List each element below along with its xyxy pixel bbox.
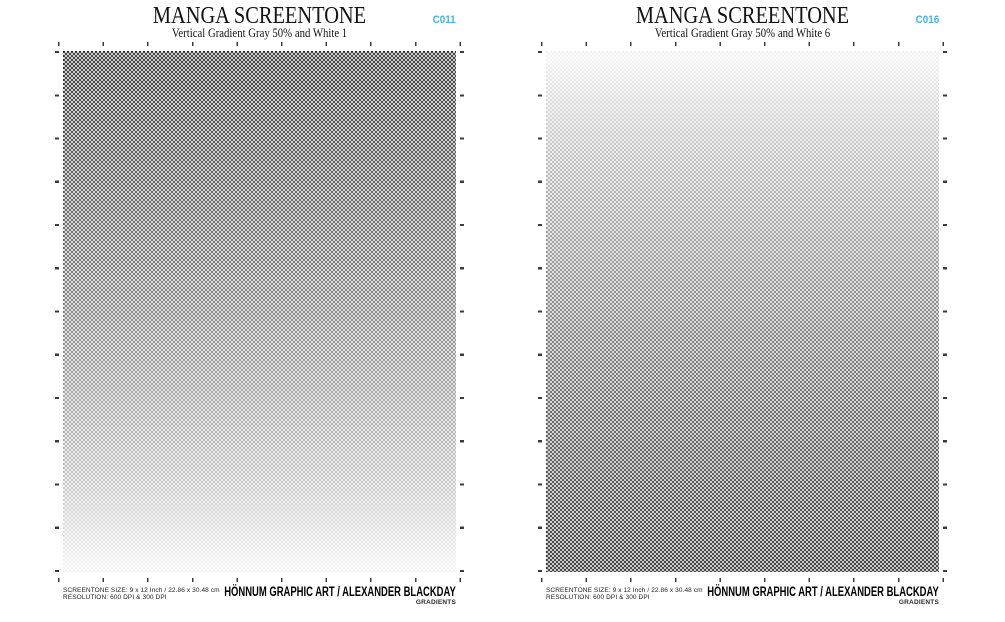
spec-size-line: SCREENTONE SIZE: 9 x 12 Inch / 22.86 x 30.48 cm [63,587,220,594]
screentone-panel-right [546,0,939,622]
collection-label: GRADIENTS [898,599,939,606]
panel-subtitle: Vertical Gradient Gray 50% and White 1 [171,26,348,40]
ruler-ticks-top [541,42,944,46]
halftone-gradient [546,51,939,572]
ruler-ticks-bottom [541,578,944,582]
screentone-panel-left [63,0,456,622]
tone-code: C011 [432,14,456,26]
spec-resolution-line: RESOLUTION: 600 DPI & 300 DPI [63,594,167,601]
ruler-ticks-right [943,51,947,572]
ruler-ticks-right [460,51,464,572]
spec-size-line: SCREENTONE SIZE: 9 x 12 Inch / 22.86 x 30.48 cm [546,587,703,594]
studio-brand: HÖNNUM GRAPHIC ART / ALEXANDER BLACKDAY [224,584,456,599]
panel-title: MANGA SCREENTONE [635,3,850,29]
panel-subtitle: Vertical Gradient Gray 50% and White 6 [654,26,831,40]
spec-resolution-line: RESOLUTION: 600 DPI & 300 DPI [546,594,650,601]
spec-block [63,587,220,601]
screentone-swatch [63,51,456,572]
screentone-swatch [546,51,939,572]
ruler-ticks-top [58,42,461,46]
panel-title: MANGA SCREENTONE [152,3,367,29]
ruler-ticks-left [538,51,542,572]
studio-brand: HÖNNUM GRAPHIC ART / ALEXANDER BLACKDAY [707,584,939,599]
ruler-ticks-bottom [58,578,461,582]
spec-block [546,587,703,601]
halftone-gradient [63,51,456,572]
tone-code: C016 [915,14,939,26]
ruler-ticks-left [55,51,59,572]
collection-label: GRADIENTS [415,599,456,606]
